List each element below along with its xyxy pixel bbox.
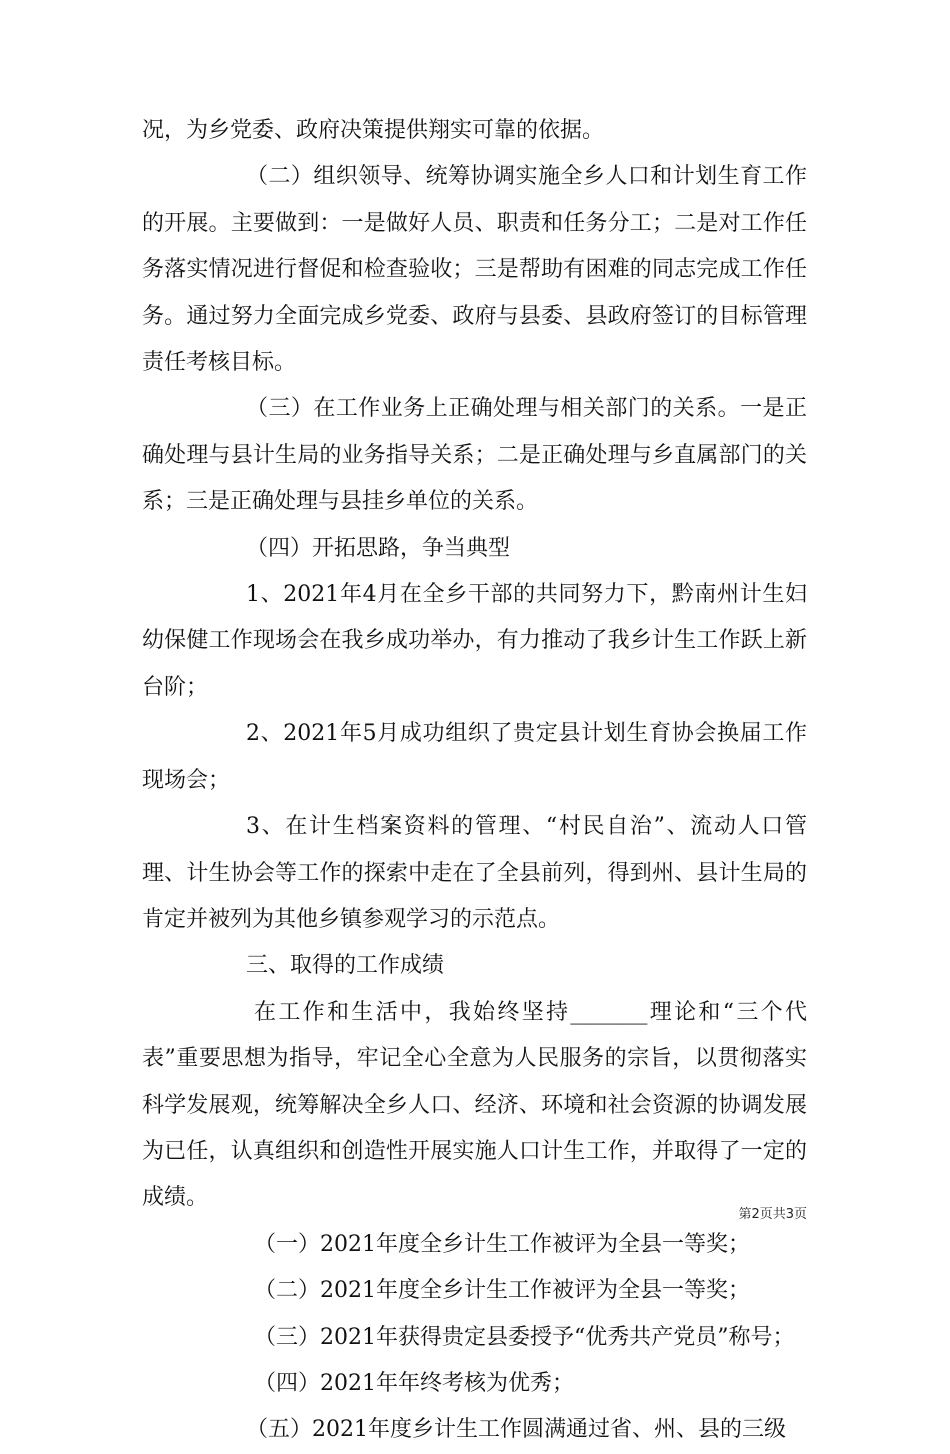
achievement-item-2: （二）2021年度全乡计生工作被评为全县一等奖；	[254, 1278, 750, 1304]
achievement-item-3: （三）2021年获得贵定县委授予“优秀共产党员”称号；	[254, 1324, 795, 1350]
document-body	[142, 108, 807, 1454]
section-heading-achievements: 三、取得的工作成绩	[246, 953, 445, 979]
paragraph-item-1: 1、2021年4月在全乡干部的共同努力下，黔南州计生妇幼保健工作现场会在我乡成功举办，有力推动了我乡计生工作跃上新台阶；	[142, 582, 807, 700]
achievement-item-4: （四）2021年年终考核为优秀；	[254, 1370, 574, 1396]
paragraph-organize-lead: （二）组织领导、统筹协调实施全乡人口和计划生育工作的开展。主要做到：一是做好人员、职责和任务分工；二是对工作任务落实情况进行督促和检查验收；三是帮助有困难的同志完成工作任务。通过努力全面完成乡党委、政府与县委、县政府签订的目标管理责任考核目标。	[142, 164, 807, 376]
achievement-item-5: （五）2021年度乡计生工作圆满通过省、州、县的三级	[246, 1417, 786, 1443]
paragraph-achievements-intro: 在工作和生活中，我始终坚持_______理论和“三个代表”重要思想为指导，牢记全心全意为人民服务的宗旨，以贯彻落实科学发展观，统筹解决全乡人口、经济、环境和社会资源的协调发展为已任，认真组织和创造性开展实施人口计生工作，并取得了一定的成绩。	[142, 999, 807, 1211]
paragraph-item-2: 2、2021年5月成功组织了贵定县计划生育协会换届工作现场会；	[142, 721, 807, 793]
paragraph-relations: （三）在工作业务上正确处理与相关部门的关系。一是正确处理与县计生局的业务指导关系；二是正确处理与乡直属部门的关系；三是正确处理与县挂乡单位的关系。	[142, 396, 807, 515]
page-number-footer: 第2页共3页	[738, 1207, 807, 1222]
paragraph-item-3: 3、在计生档案资料的管理、“村民自治”、流动人口管理、计生协会等工作的探索中走在了全县前列，得到州、县计生局的肯定并被列为其他乡镇参观学习的示范点。	[142, 814, 807, 932]
achievement-item-1: （一）2021年度全乡计生工作被评为全县一等奖；	[254, 1231, 750, 1257]
paragraph-continuation: 况，为乡党委、政府决策提供翔实可靠的依据。	[142, 118, 605, 143]
paragraph-heading-innovate: （四）开拓思路，争当典型	[246, 535, 511, 561]
